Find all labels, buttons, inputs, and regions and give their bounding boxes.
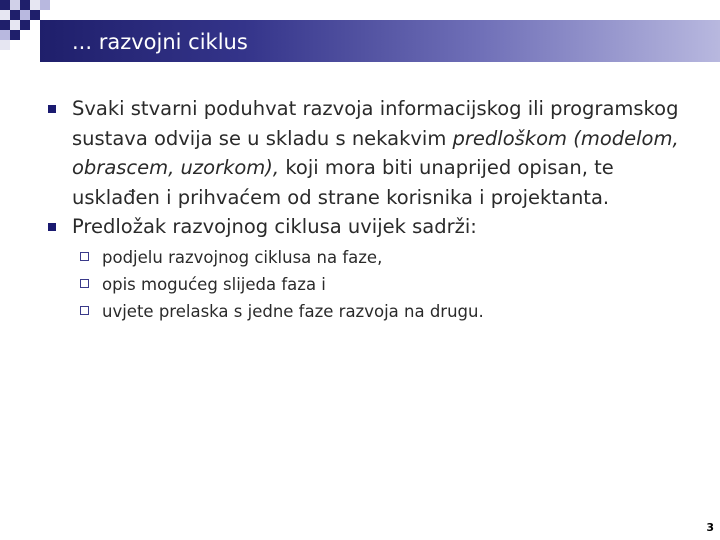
bullet-text: Svaki stvarni poduhvat razvoja informacijskog ili programskog sustava odvija se u skladu s nekakvim predloškom (modelom, obrascem, uzorkom), koji mora biti unaprijed opisan, te usklađen i prihvaćem od strane korisnika i projektanta. bbox=[72, 97, 679, 209]
bullet-item bbox=[46, 212, 686, 242]
square-bullet-icon bbox=[48, 105, 56, 113]
sub-bullet-list bbox=[80, 244, 686, 325]
hollow-square-bullet-icon bbox=[80, 279, 89, 288]
page-number: 3 bbox=[706, 521, 714, 534]
sub-bullet-item bbox=[80, 244, 686, 271]
hollow-square-bullet-icon bbox=[80, 252, 89, 261]
sub-bullet-item bbox=[80, 298, 686, 325]
sub-bullet-item bbox=[80, 271, 686, 298]
slide-content bbox=[46, 94, 686, 325]
bullet-italic-text: predloškom (modelom, obrascem, uzorkom), bbox=[72, 126, 679, 179]
square-bullet-icon bbox=[48, 223, 56, 231]
sub-bullet-text: opis mogućeg slijeda faza i bbox=[102, 274, 326, 294]
bullet-text: Predložak razvojnog ciklusa uvijek sadrži: bbox=[72, 215, 477, 238]
slide-title: ... razvojni ciklus bbox=[72, 30, 248, 54]
bullet-item bbox=[46, 94, 686, 212]
sub-bullet-text: uvjete prelaska s jedne faze razvoja na drugu. bbox=[102, 301, 484, 321]
hollow-square-bullet-icon bbox=[80, 306, 89, 315]
sub-bullet-text: podjelu razvojnog ciklusa na faze, bbox=[102, 247, 383, 267]
